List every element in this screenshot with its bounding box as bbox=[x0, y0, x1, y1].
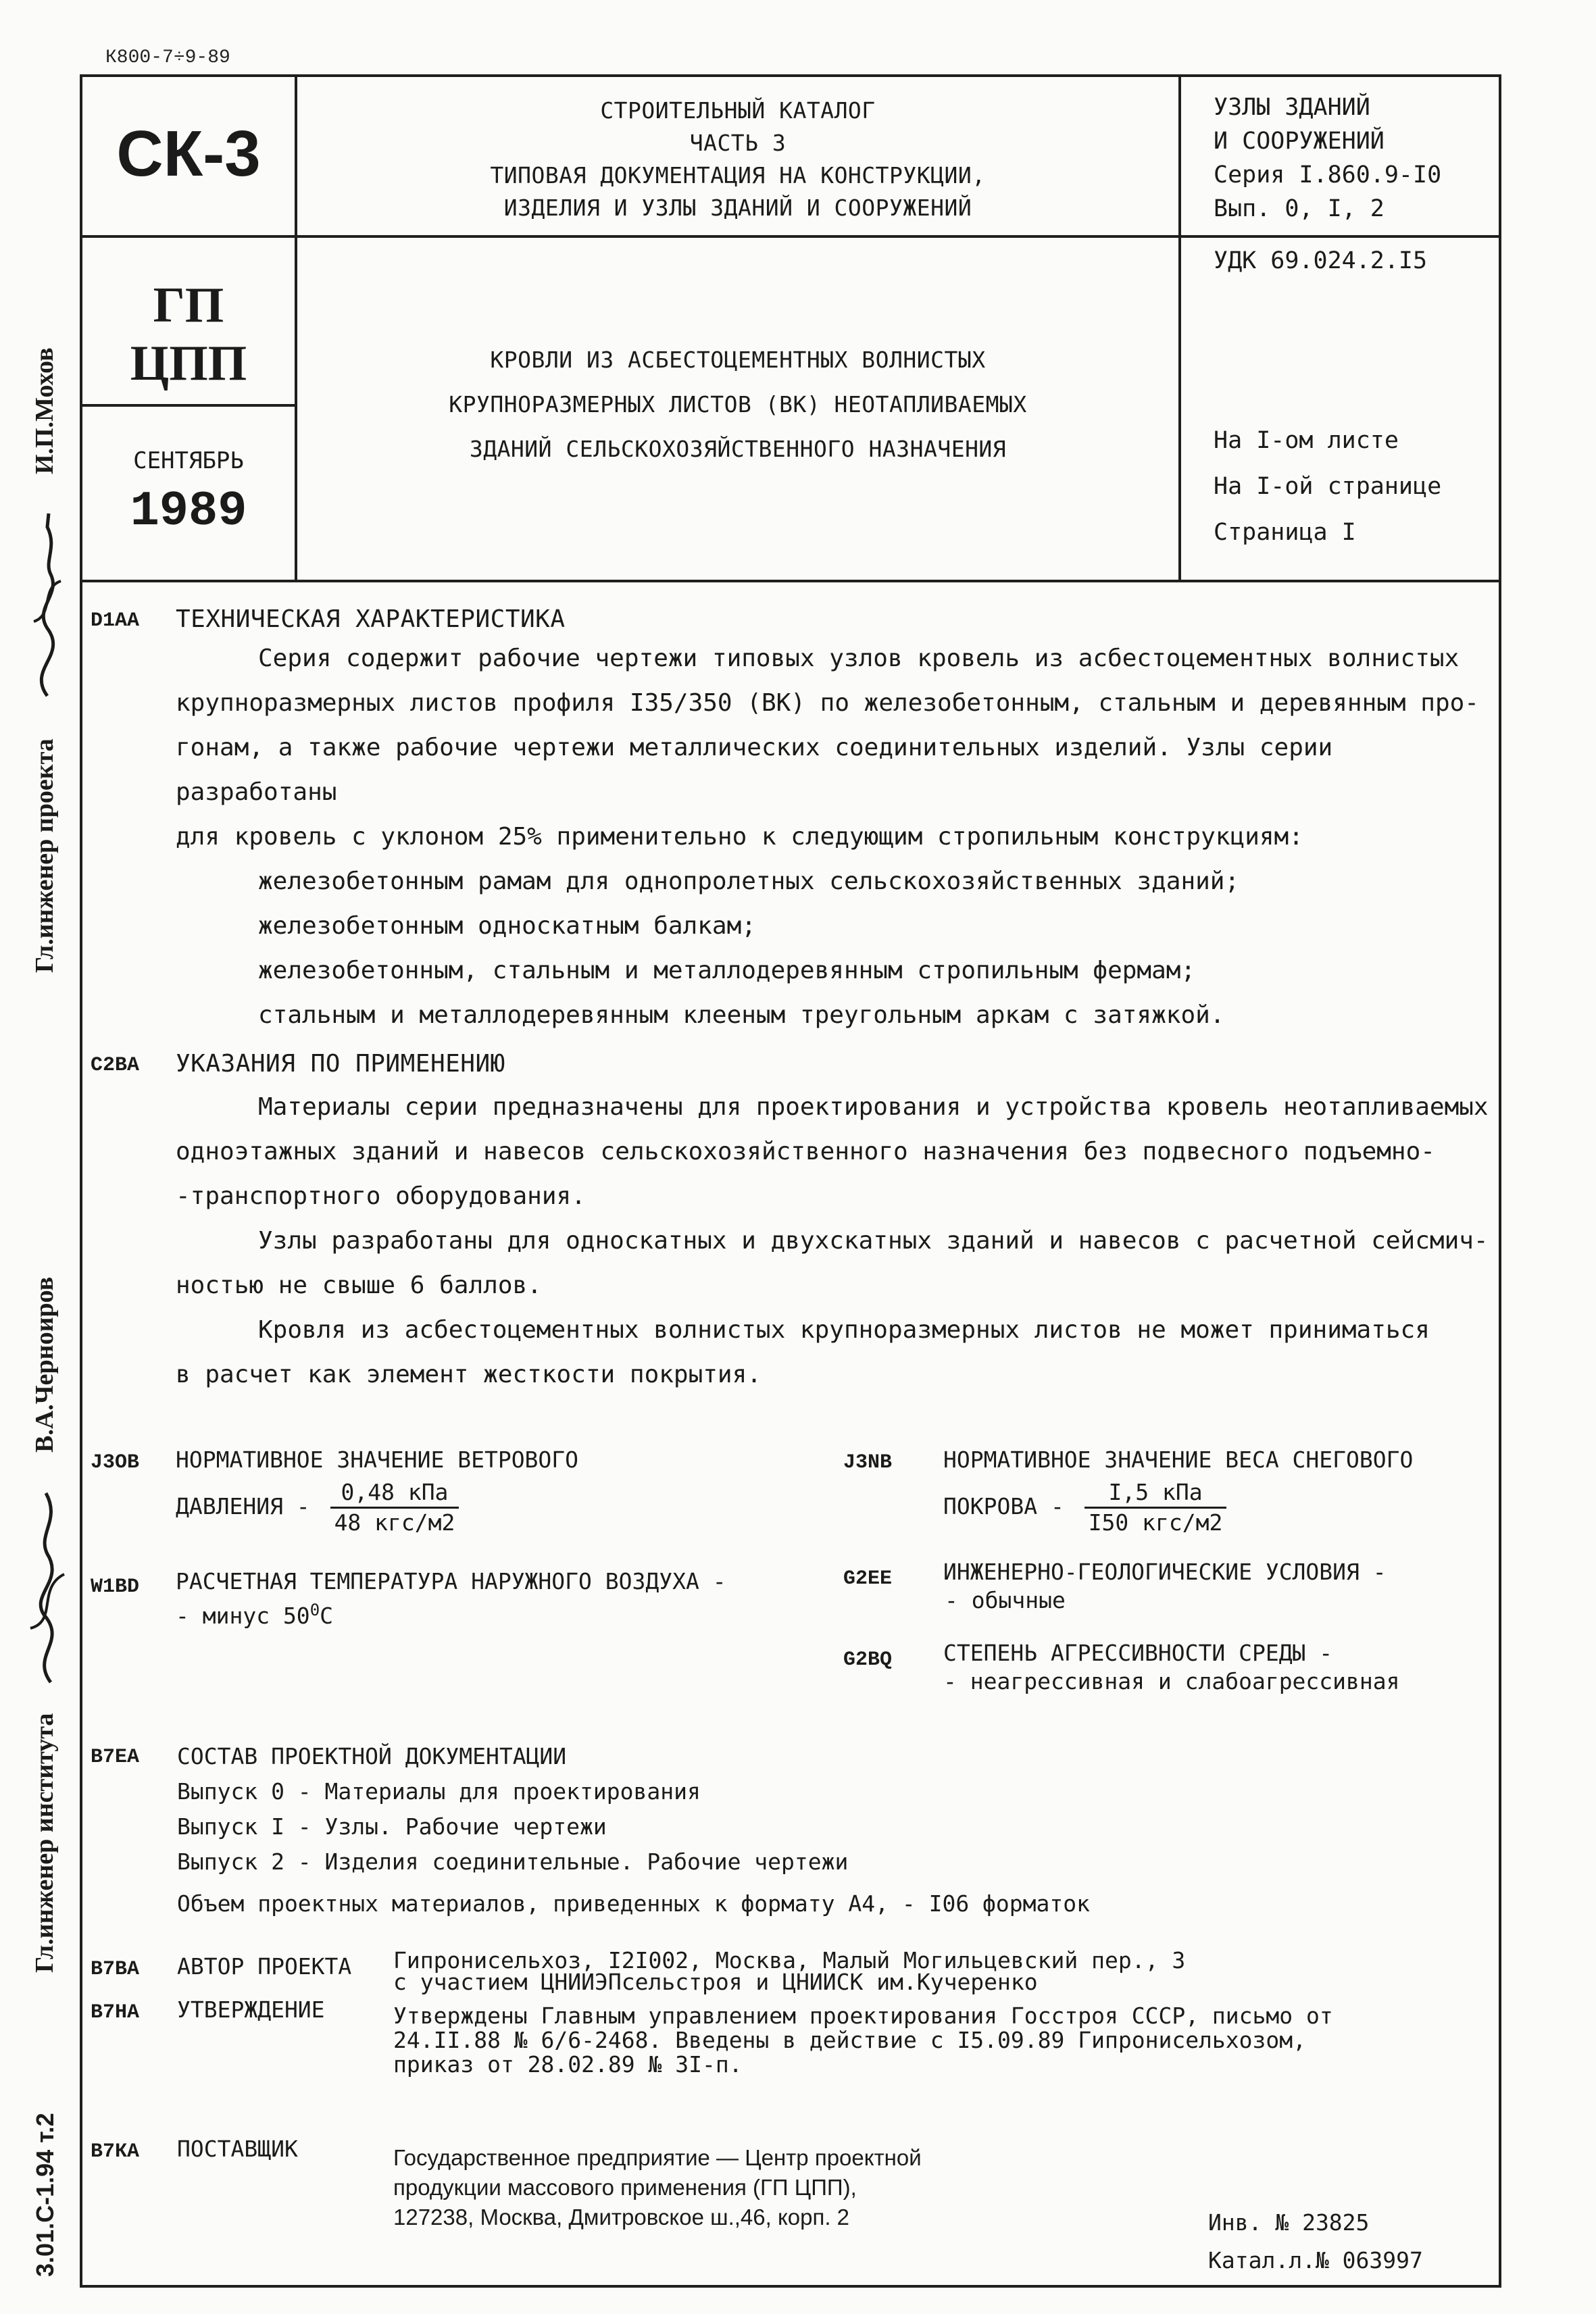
divider-right bbox=[1178, 74, 1181, 582]
section-line: И СООРУЖЕНИЙ bbox=[1214, 128, 1385, 155]
documentation-composition bbox=[177, 1739, 1495, 1921]
code-b7ha: В7НА bbox=[91, 2001, 140, 2024]
text-line: железобетонным рамам для однопролетных сельскохозяйственных зданий; bbox=[258, 867, 1240, 895]
catalog-line: ИЗДЕЛИЯ И УЗЛЫ ЗДАНИЙ И СООРУЖЕНИЙ bbox=[503, 195, 972, 221]
degree-sign: 0 bbox=[309, 1601, 320, 1619]
title-line: КРУПНОРАЗМЕРНЫХ ЛИСТОВ (ВК) НЕОТАПЛИВАЕМЫХ bbox=[449, 391, 1027, 418]
sheet-line: На I-ой странице bbox=[1214, 473, 1442, 500]
supplier-text bbox=[393, 2143, 1103, 2232]
approval-heading: УТВЕРЖДЕНИЕ bbox=[177, 1996, 325, 2023]
code-g2ee: G2ЕЕ bbox=[843, 1567, 893, 1590]
code-j3ob: J3ОВ bbox=[91, 1451, 140, 1474]
author-text bbox=[393, 1947, 1495, 1995]
sheet-line: Страница I bbox=[1214, 519, 1356, 546]
catalog-ck3: СК-3 bbox=[116, 118, 261, 190]
udk: УДК 69.024.2.I5 bbox=[1214, 247, 1428, 274]
issues: Вып. 0, I, 2 bbox=[1214, 195, 1385, 222]
document-title bbox=[297, 338, 1178, 472]
code-w1bd: W1ВD bbox=[91, 1576, 140, 1599]
code-b7ba: В7ВА bbox=[91, 1958, 140, 1981]
text-line: гонам, а также рабочие чертежи металлических соединительных изделий. Узлы серии разработаны bbox=[176, 734, 1333, 806]
text-line: Материалы серии предназначены для проектирования и устройства кровель неотапливаемых bbox=[258, 1093, 1489, 1121]
snow-heading: НОРМАТИВНОЕ ЗНАЧЕНИЕ ВЕСА СНЕГОВОГО bbox=[943, 1447, 1414, 1473]
technical-text bbox=[176, 636, 1493, 1038]
approval-line: 24.II.88 № 6/6-2468. Введены в действие с I5.09.89 Гипронисельхозом, bbox=[393, 2027, 1307, 2053]
air-temperature bbox=[176, 1567, 824, 1630]
volume-line: Объем проектных материалов, приведенных к формату А4, - I06 форматок bbox=[177, 1890, 1091, 1917]
text-line: Серия содержит рабочие чертежи типовых узлов кровель из асбестоцементных волнистых bbox=[258, 645, 1460, 672]
series-number: Серия I.860.9-I0 bbox=[1214, 161, 1442, 188]
code-d1aa: D1АА bbox=[91, 609, 140, 632]
document-code: К800-7÷9-89 bbox=[105, 47, 230, 68]
org-cpp: ЦПП bbox=[130, 336, 247, 391]
code-b7ea: В7ЕА bbox=[91, 1746, 140, 1769]
section-line: УЗЛЫ ЗДАНИЙ bbox=[1214, 94, 1370, 121]
geology-value: - обычные bbox=[945, 1587, 1066, 1613]
snow-kgs: I50 кгс/м2 bbox=[1088, 1509, 1223, 1536]
approval-line: Утверждены Главным управлением проектирования Госстроя СССР, письмо от bbox=[393, 2003, 1333, 2029]
code-b7ka: В7КА bbox=[91, 2140, 140, 2163]
wind-kpa: 0,48 кПа bbox=[330, 1478, 459, 1509]
signature-mokhov bbox=[20, 500, 74, 703]
catalog-line: ТИПОВАЯ ДОКУМЕНТАЦИЯ НА КОНСТРУКЦИИ, bbox=[490, 162, 986, 188]
issue-line: Выпуск I - Узлы. Рабочие чертежи bbox=[177, 1813, 607, 1840]
issue-year: 1989 bbox=[130, 484, 247, 539]
signer-mokhov: И.П.Мохов bbox=[30, 347, 59, 474]
sheet-line: На I-ом листе bbox=[1214, 427, 1399, 454]
catalog-line: СТРОИТЕЛЬНЫЙ КАТАЛОГ bbox=[600, 97, 876, 124]
code-g2bq: G2ВQ bbox=[843, 1649, 893, 1671]
catalog-sheet-number: Катал.л.№ 063997 bbox=[1208, 2247, 1423, 2273]
text-line: Узлы разработаны для односкатных и двухскатных зданий и навесов с расчетной сейсмич- bbox=[258, 1227, 1489, 1255]
title-line: ЗДАНИЙ СЕЛЬСКОХОЗЯЙСТВЕННОГО НАЗНАЧЕНИЯ bbox=[469, 436, 1007, 462]
text-line: железобетонным односкатным балкам; bbox=[258, 912, 756, 940]
snow-load bbox=[943, 1446, 1497, 1537]
supplier-line: Государственное предприятие — Центр проектной bbox=[393, 2145, 922, 2170]
approval-line: приказ от 28.02.89 № 3I-п. bbox=[393, 2051, 743, 2078]
author-line: с участием ЦНИИЭПсельстроя и ЦНИИСК им.Кучеренко bbox=[393, 1969, 1038, 1995]
text-line: ностью не свыше 6 баллов. bbox=[176, 1272, 542, 1299]
issue-line: Выпуск 0 - Материалы для проектирования bbox=[177, 1778, 701, 1805]
code-j3nb: J3NВ bbox=[843, 1451, 893, 1474]
role-chief-project: Гл.инженер проекта bbox=[30, 738, 59, 973]
heading-technical: ТЕХНИЧЕСКАЯ ХАРАКТЕРИСТИКА bbox=[176, 605, 566, 633]
title-line: КРОВЛИ ИЗ АСБЕСТОЦЕМЕНТНЫХ ВОЛНИСТЫХ bbox=[490, 347, 986, 373]
author-heading: АВТОР ПРОЕКТА bbox=[177, 1953, 352, 1980]
aggressiveness-value: - неагрессивная и слабоагрессивная bbox=[943, 1668, 1400, 1694]
heading-application: УКАЗАНИЯ ПО ПРИМЕНЕНИЮ bbox=[176, 1050, 505, 1078]
text-line: крупноразмерных листов профиля I35/350 (ВК) по железобетонным, стальным и деревянным про- bbox=[176, 689, 1479, 717]
catalog-heading bbox=[297, 95, 1178, 224]
wind-fraction bbox=[330, 1478, 459, 1537]
supplier-line: продукции массового применения (ГП ЦПП), bbox=[393, 2175, 857, 2200]
composition-heading: СОСТАВ ПРОЕКТНОЙ ДОКУМЕНТАЦИИ bbox=[177, 1743, 567, 1769]
signature-chernoyarov bbox=[20, 1473, 74, 1689]
sheet-block bbox=[1214, 418, 1441, 555]
text-line: -транспортного оборудования. bbox=[176, 1182, 586, 1210]
aggressiveness bbox=[943, 1639, 1497, 1696]
divider-left-lower bbox=[80, 404, 297, 407]
org-gp: ГП bbox=[153, 278, 224, 333]
wind-heading: НОРМАТИВНОЕ ЗНАЧЕНИЕ ВЕТРОВОГО bbox=[176, 1447, 579, 1473]
text-line: одноэтажных зданий и навесов сельскохозяйственного назначения без подвесного подъемно- bbox=[176, 1138, 1435, 1165]
aggressiveness-heading: СТЕПЕНЬ АГРЕССИВНОСТИ СРЕДЫ - bbox=[943, 1640, 1333, 1666]
temperature-value: - минус 50 bbox=[176, 1603, 310, 1629]
inventory-block bbox=[1208, 2204, 1423, 2280]
text-line: железобетонным, стальным и металлодеревянным стропильным фермам; bbox=[258, 957, 1196, 984]
wind-kgs: 48 кгс/м2 bbox=[334, 1509, 455, 1536]
author-line: Гипронисельхоз, I2I002, Москва, Малый Могильцевский пер., 3 bbox=[393, 1947, 1186, 1973]
text-line: Кровля из асбестоцементных волнистых крупноразмерных листов не может приниматься bbox=[258, 1316, 1430, 1344]
snow-label: ПОКРОВА - bbox=[943, 1493, 1064, 1519]
snow-fraction bbox=[1084, 1478, 1227, 1537]
code-c2ba: С2ВА bbox=[91, 1054, 140, 1077]
temperature-unit: С bbox=[320, 1603, 334, 1629]
temperature-heading: РАСЧЕТНАЯ ТЕМПЕРАТУРА НАРУЖНОГО ВОЗДУХА - bbox=[176, 1568, 726, 1594]
catalog-line: ЧАСТЬ 3 bbox=[689, 130, 787, 156]
geology-conditions bbox=[943, 1558, 1497, 1615]
role-chief-institute: Гл.инженер института bbox=[30, 1713, 59, 1973]
inventory-number: Инв. № 23825 bbox=[1208, 2209, 1370, 2236]
issue-month: СЕНТЯБРЬ bbox=[133, 447, 244, 474]
wind-label: ДАВЛЕНИЯ - bbox=[176, 1493, 310, 1519]
series-block bbox=[1214, 91, 1497, 226]
signer-chernoyarov: В.А.Черноиров bbox=[30, 1276, 59, 1453]
doc-code: 3.01.С-1.94 т.2 bbox=[31, 2113, 59, 2277]
text-line: для кровель с уклоном 25% применительно к следующим стропильным конструкциям: bbox=[176, 823, 1303, 851]
geology-heading: ИНЖЕНЕРНО-ГЕОЛОГИЧЕСКИЕ УСЛОВИЯ - bbox=[943, 1559, 1387, 1585]
application-text bbox=[176, 1085, 1493, 1397]
text-line: в расчет как элемент жесткости покрытия. bbox=[176, 1361, 762, 1388]
text-line: стальным и металлодеревянным клееным треугольным аркам с затяжкой. bbox=[258, 1001, 1225, 1029]
wind-load bbox=[176, 1446, 824, 1537]
supplier-heading: ПОСТАВЩИК bbox=[177, 2136, 298, 2162]
divider-header bbox=[80, 235, 1501, 238]
issue-line: Выпуск 2 - Изделия соединительные. Рабочие чертежи bbox=[177, 1848, 849, 1875]
approval-text bbox=[393, 2004, 1495, 2077]
supplier-line: 127238, Москва, Дмитровское ш.,46, корп. 2 bbox=[393, 2205, 850, 2230]
snow-kpa: I,5 кПа bbox=[1084, 1478, 1227, 1509]
